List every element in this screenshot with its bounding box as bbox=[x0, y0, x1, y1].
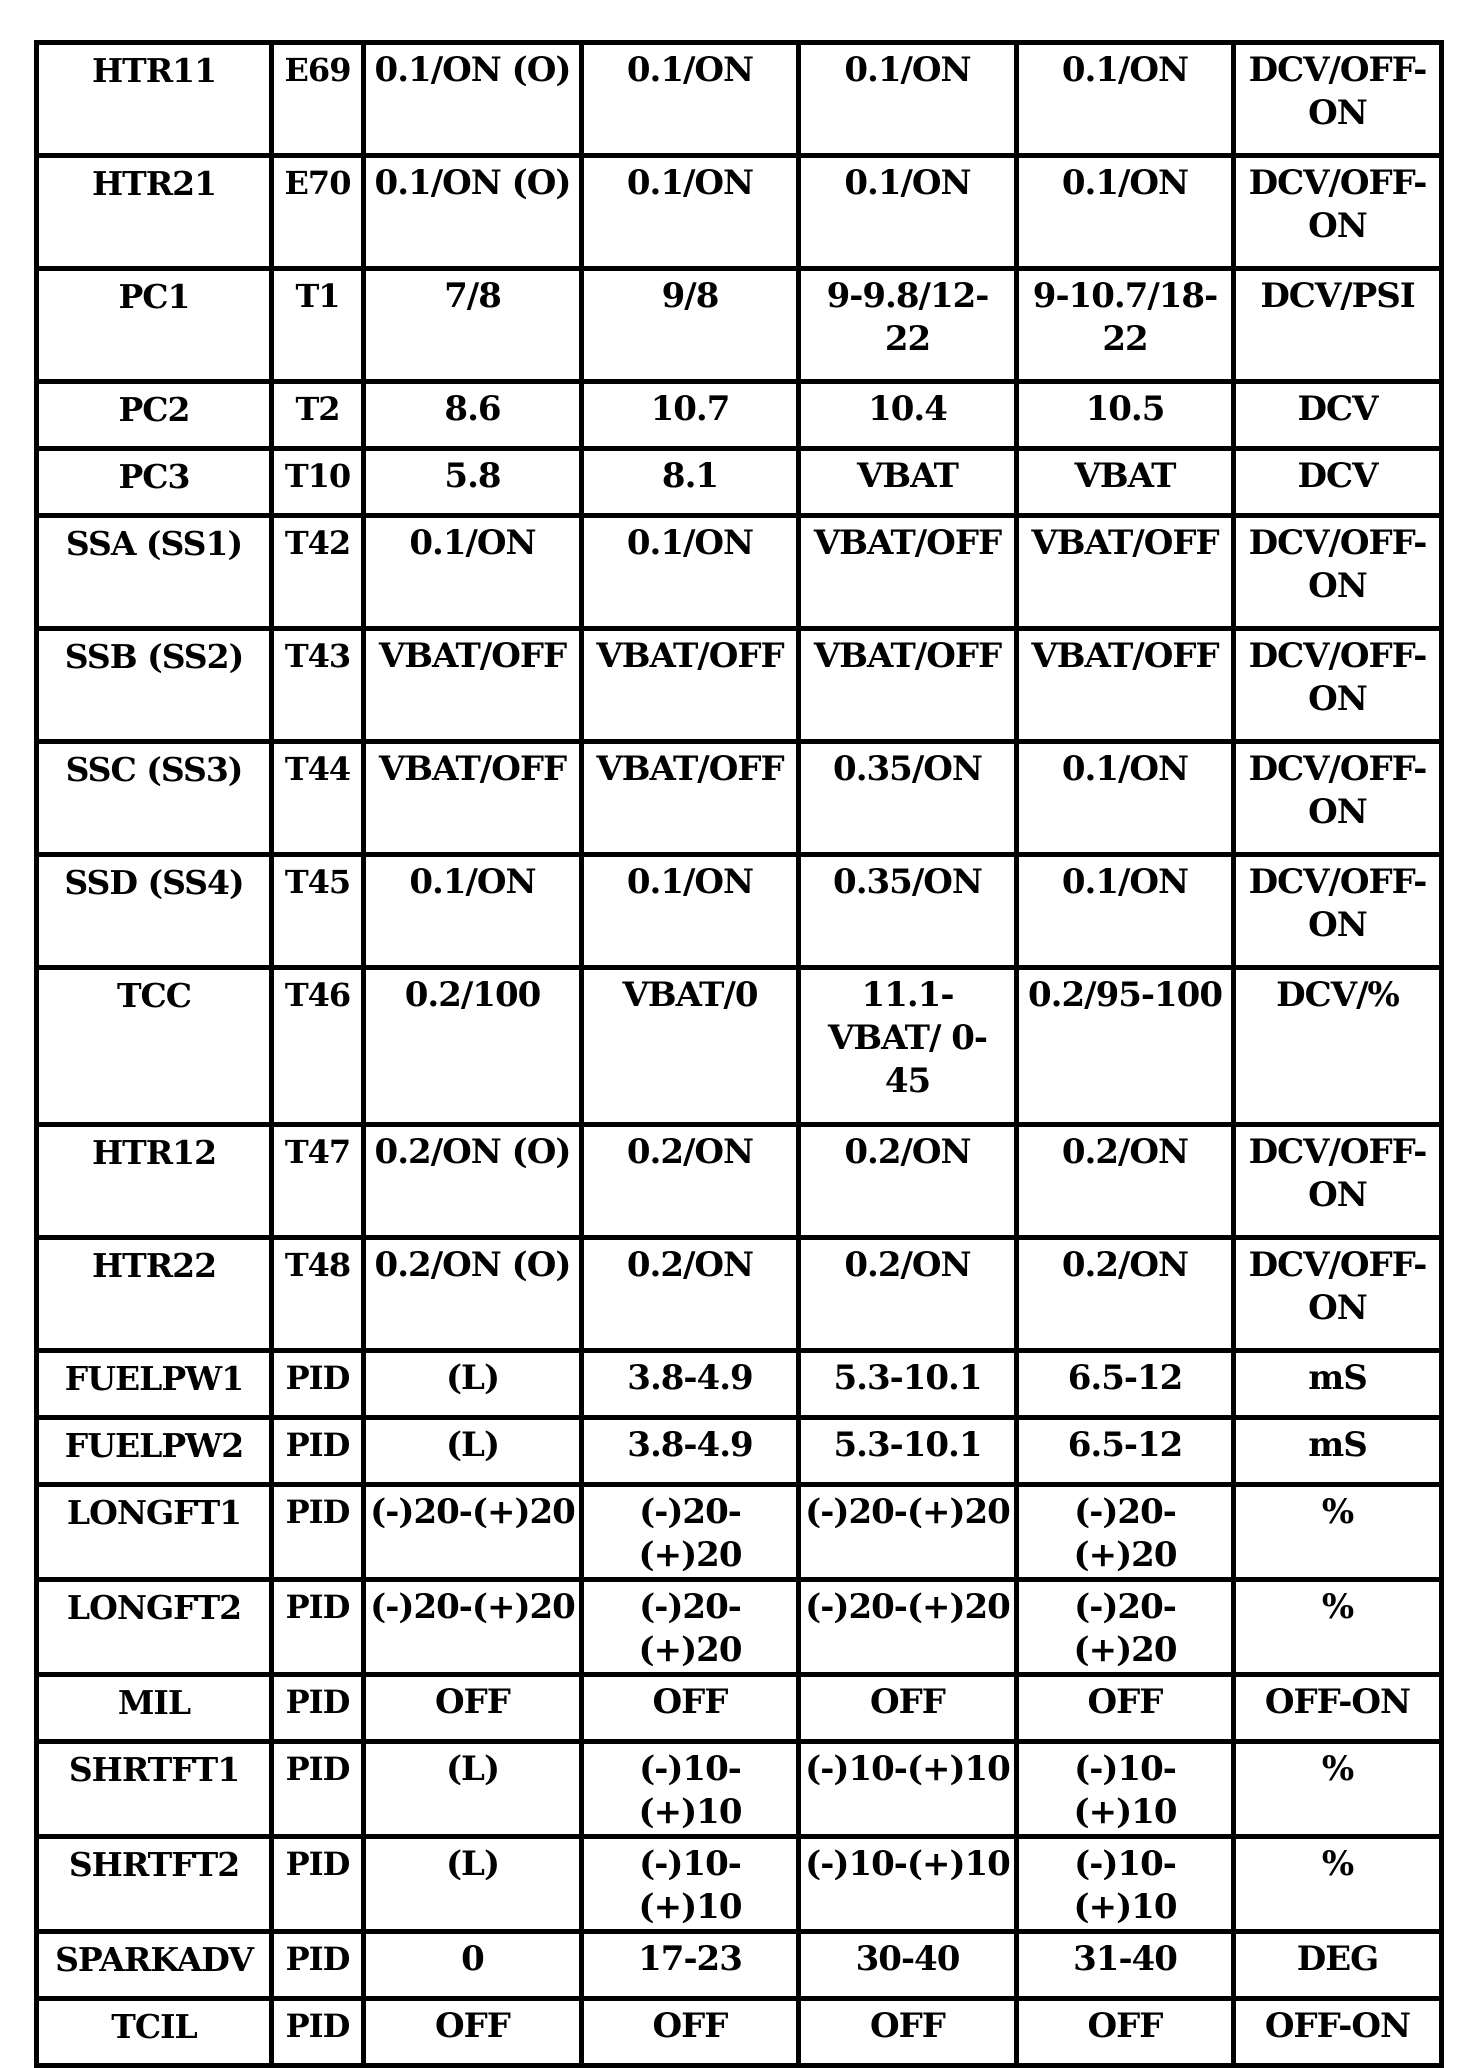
value-cell: 0.1/ON bbox=[582, 43, 799, 156]
units-cell: OFF-ON bbox=[1234, 1675, 1442, 1742]
pin-cell: T10 bbox=[272, 449, 364, 516]
value-cell: OFF bbox=[1017, 1675, 1234, 1742]
value-cell: 0.1/ON bbox=[582, 516, 799, 629]
value-cell: VBAT/0 bbox=[582, 968, 799, 1125]
table-row bbox=[37, 156, 1442, 269]
value-cell: 3.8-4.9 bbox=[582, 1351, 799, 1418]
units-cell: DCV/OFF- ON bbox=[1234, 43, 1442, 156]
value-cell: OFF bbox=[1017, 1999, 1234, 2066]
value-cell: 0.1/ON bbox=[799, 156, 1017, 269]
table-row bbox=[37, 516, 1442, 629]
value-cell: (-)10-(+)10 bbox=[1017, 1742, 1234, 1837]
value-cell: 0.2/ON bbox=[582, 1125, 799, 1238]
value-cell: OFF bbox=[582, 1999, 799, 2066]
table-row bbox=[37, 855, 1442, 968]
value-cell: 0.1/ON bbox=[364, 855, 582, 968]
pin-cell: T1 bbox=[272, 269, 364, 382]
signal-cell: PC1 bbox=[37, 269, 272, 382]
pin-cell: PID bbox=[272, 1485, 364, 1580]
pin-cell: T42 bbox=[272, 516, 364, 629]
pin-cell: PID bbox=[272, 1999, 364, 2066]
value-cell: 0.2/ON bbox=[1017, 1125, 1234, 1238]
units-cell: DCV/OFF- ON bbox=[1234, 1125, 1442, 1238]
value-cell: 3.8-4.9 bbox=[582, 1418, 799, 1485]
units-cell: DCV/OFF- ON bbox=[1234, 516, 1442, 629]
value-cell: VBAT bbox=[1017, 449, 1234, 516]
value-cell: (L) bbox=[364, 1837, 582, 1932]
value-cell: 0.35/ON bbox=[799, 742, 1017, 855]
value-cell: 17-23 bbox=[582, 1932, 799, 1999]
table-row bbox=[37, 1580, 1442, 1675]
signal-cell: SSB (SS2) bbox=[37, 629, 272, 742]
value-cell: 0.1/ON bbox=[364, 516, 582, 629]
value-cell: (L) bbox=[364, 1418, 582, 1485]
value-cell: 8.6 bbox=[364, 382, 582, 449]
value-cell: (L) bbox=[364, 1351, 582, 1418]
pin-cell: T45 bbox=[272, 855, 364, 968]
units-cell: DCV bbox=[1234, 449, 1442, 516]
pin-cell: PID bbox=[272, 1742, 364, 1837]
value-cell: 5.3-10.1 bbox=[799, 1351, 1017, 1418]
value-cell: (-)10-(+)10 bbox=[799, 1837, 1017, 1932]
table-row bbox=[37, 742, 1442, 855]
signal-cell: FUELPW1 bbox=[37, 1351, 272, 1418]
signal-cell: SHRTFT2 bbox=[37, 1837, 272, 1932]
value-cell: 6.5-12 bbox=[1017, 1418, 1234, 1485]
value-cell: 0 bbox=[364, 1932, 582, 1999]
value-cell: 5.8 bbox=[364, 449, 582, 516]
pin-cell: E69 bbox=[272, 43, 364, 156]
signal-cell: LONGFT1 bbox=[37, 1485, 272, 1580]
value-cell: 0.1/ON (O) bbox=[364, 43, 582, 156]
units-cell: DCV/OFF- ON bbox=[1234, 855, 1442, 968]
value-cell: 10.4 bbox=[799, 382, 1017, 449]
signal-cell: FUELPW2 bbox=[37, 1418, 272, 1485]
value-cell: 0.1/ON (O) bbox=[364, 156, 582, 269]
table-row bbox=[37, 1125, 1442, 1238]
table-row bbox=[37, 1351, 1442, 1418]
value-cell: 0.2/ON bbox=[582, 1238, 799, 1351]
table-row bbox=[37, 269, 1442, 382]
value-cell: 0.1/ON bbox=[582, 156, 799, 269]
value-cell: (-)20-(+)20 bbox=[582, 1580, 799, 1675]
signal-cell: HTR12 bbox=[37, 1125, 272, 1238]
value-cell: 7/8 bbox=[364, 269, 582, 382]
value-cell: VBAT/OFF bbox=[1017, 629, 1234, 742]
units-cell: mS bbox=[1234, 1418, 1442, 1485]
value-cell: (-)20-(+)20 bbox=[364, 1580, 582, 1675]
signal-cell: SPARKADV bbox=[37, 1932, 272, 1999]
value-cell: VBAT/OFF bbox=[582, 742, 799, 855]
value-cell: (-)20-(+)20 bbox=[799, 1580, 1017, 1675]
data-table bbox=[34, 40, 1444, 2068]
signal-cell: MIL bbox=[37, 1675, 272, 1742]
table-row bbox=[37, 968, 1442, 1125]
value-cell: 0.2/ON bbox=[1017, 1238, 1234, 1351]
pin-cell: PID bbox=[272, 1351, 364, 1418]
value-cell: 0.2/ON bbox=[799, 1238, 1017, 1351]
signal-cell: LONGFT2 bbox=[37, 1580, 272, 1675]
signal-cell: PC3 bbox=[37, 449, 272, 516]
value-cell: (-)20-(+)20 bbox=[364, 1485, 582, 1580]
pin-cell: T47 bbox=[272, 1125, 364, 1238]
value-cell: (-)10-(+)10 bbox=[799, 1742, 1017, 1837]
signal-cell: HTR21 bbox=[37, 156, 272, 269]
table-row bbox=[37, 1418, 1442, 1485]
table-row bbox=[37, 1932, 1442, 1999]
pin-cell: E70 bbox=[272, 156, 364, 269]
signal-cell: PC2 bbox=[37, 382, 272, 449]
table-row bbox=[37, 43, 1442, 156]
units-cell: DCV/OFF- ON bbox=[1234, 629, 1442, 742]
units-cell: DCV/OFF- ON bbox=[1234, 742, 1442, 855]
units-cell: DCV/OFF- ON bbox=[1234, 1238, 1442, 1351]
pin-cell: T44 bbox=[272, 742, 364, 855]
value-cell: 6.5-12 bbox=[1017, 1351, 1234, 1418]
value-cell: VBAT/OFF bbox=[582, 629, 799, 742]
units-cell: % bbox=[1234, 1580, 1442, 1675]
value-cell: 0.2/ON (O) bbox=[364, 1125, 582, 1238]
units-cell: DEG bbox=[1234, 1932, 1442, 1999]
value-cell: 0.2/100 bbox=[364, 968, 582, 1125]
value-cell: (-)20-(+)20 bbox=[582, 1485, 799, 1580]
units-cell: mS bbox=[1234, 1351, 1442, 1418]
value-cell: 9-10.7/18- 22 bbox=[1017, 269, 1234, 382]
pin-cell: T43 bbox=[272, 629, 364, 742]
units-cell: % bbox=[1234, 1485, 1442, 1580]
pin-cell: PID bbox=[272, 1675, 364, 1742]
value-cell: (-)20-(+)20 bbox=[1017, 1485, 1234, 1580]
units-cell: DCV bbox=[1234, 382, 1442, 449]
value-cell: VBAT/OFF bbox=[799, 629, 1017, 742]
value-cell: VBAT bbox=[799, 449, 1017, 516]
value-cell: 0.35/ON bbox=[799, 855, 1017, 968]
value-cell: VBAT/OFF bbox=[364, 742, 582, 855]
value-cell: 10.5 bbox=[1017, 382, 1234, 449]
value-cell: 0.2/ON bbox=[799, 1125, 1017, 1238]
table-row bbox=[37, 1238, 1442, 1351]
signal-cell: SSD (SS4) bbox=[37, 855, 272, 968]
value-cell: (-)20-(+)20 bbox=[799, 1485, 1017, 1580]
value-cell: 0.1/ON bbox=[1017, 742, 1234, 855]
pin-cell: T2 bbox=[272, 382, 364, 449]
pin-cell: PID bbox=[272, 1418, 364, 1485]
pin-cell: T48 bbox=[272, 1238, 364, 1351]
value-cell: 9-9.8/12-22 bbox=[799, 269, 1017, 382]
value-cell: VBAT/OFF bbox=[799, 516, 1017, 629]
value-cell: 9/8 bbox=[582, 269, 799, 382]
value-cell: (-)10-(+)10 bbox=[582, 1837, 799, 1932]
table-row bbox=[37, 1675, 1442, 1742]
value-cell: (-)20-(+)20 bbox=[1017, 1580, 1234, 1675]
pin-cell: T46 bbox=[272, 968, 364, 1125]
value-cell: (-)10-(+)10 bbox=[1017, 1837, 1234, 1932]
table-body bbox=[37, 43, 1442, 2066]
value-cell: 8.1 bbox=[582, 449, 799, 516]
signal-cell: SSA (SS1) bbox=[37, 516, 272, 629]
value-cell: 0.1/ON bbox=[1017, 43, 1234, 156]
value-cell: (L) bbox=[364, 1742, 582, 1837]
table-row bbox=[37, 1999, 1442, 2066]
table-row bbox=[37, 1742, 1442, 1837]
value-cell: 0.1/ON bbox=[1017, 156, 1234, 269]
pin-cell: PID bbox=[272, 1837, 364, 1932]
value-cell: 0.1/ON bbox=[582, 855, 799, 968]
signal-cell: TCC bbox=[37, 968, 272, 1125]
value-cell: 0.2/95-100 bbox=[1017, 968, 1234, 1125]
table-row bbox=[37, 382, 1442, 449]
pin-cell: PID bbox=[272, 1580, 364, 1675]
units-cell: DCV/OFF- ON bbox=[1234, 156, 1442, 269]
units-cell: DCV/% bbox=[1234, 968, 1442, 1125]
value-cell: 0.1/ON bbox=[1017, 855, 1234, 968]
value-cell: (-)10-(+)10 bbox=[582, 1742, 799, 1837]
value-cell: 5.3-10.1 bbox=[799, 1418, 1017, 1485]
value-cell: 31-40 bbox=[1017, 1932, 1234, 1999]
value-cell: OFF bbox=[582, 1675, 799, 1742]
units-cell: OFF-ON bbox=[1234, 1999, 1442, 2066]
value-cell: VBAT/OFF bbox=[364, 629, 582, 742]
value-cell: 30-40 bbox=[799, 1932, 1017, 1999]
value-cell: VBAT/OFF bbox=[1017, 516, 1234, 629]
signal-cell: SHRTFT1 bbox=[37, 1742, 272, 1837]
table-row bbox=[37, 629, 1442, 742]
table-row bbox=[37, 1837, 1442, 1932]
value-cell: 11.1- VBAT/ 0- 45 bbox=[799, 968, 1017, 1125]
value-cell: 0.2/ON (O) bbox=[364, 1238, 582, 1351]
value-cell: OFF bbox=[364, 1999, 582, 2066]
pin-cell: PID bbox=[272, 1932, 364, 1999]
value-cell: OFF bbox=[799, 1675, 1017, 1742]
value-cell: OFF bbox=[799, 1999, 1017, 2066]
table-row bbox=[37, 1485, 1442, 1580]
signal-cell: HTR22 bbox=[37, 1238, 272, 1351]
signal-cell: TCIL bbox=[37, 1999, 272, 2066]
value-cell: 10.7 bbox=[582, 382, 799, 449]
value-cell: 0.1/ON bbox=[799, 43, 1017, 156]
signal-cell: HTR11 bbox=[37, 43, 272, 156]
units-cell: % bbox=[1234, 1837, 1442, 1932]
units-cell: % bbox=[1234, 1742, 1442, 1837]
signal-cell: SSC (SS3) bbox=[37, 742, 272, 855]
units-cell: DCV/PSI bbox=[1234, 269, 1442, 382]
value-cell: OFF bbox=[364, 1675, 582, 1742]
table-row bbox=[37, 449, 1442, 516]
